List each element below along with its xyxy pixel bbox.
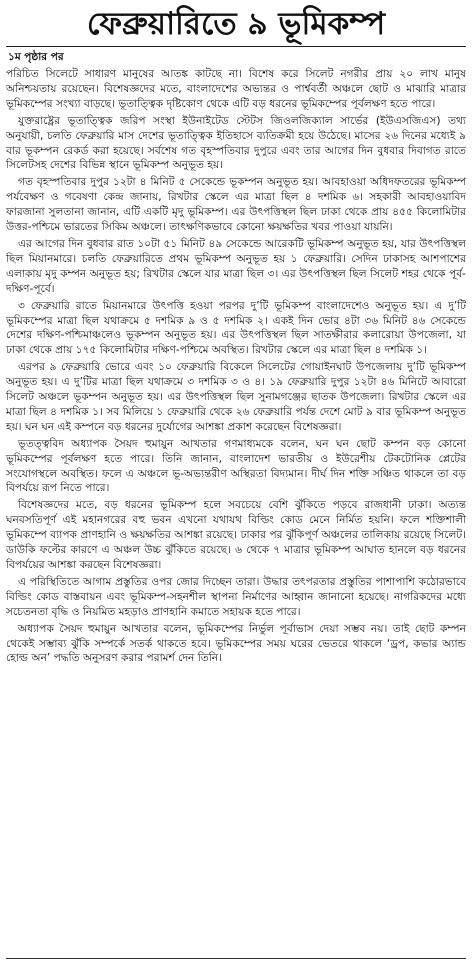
article-paragraph: ভূতত্ত্ববিদ অধ্যাপক সৈয়দ হুমায়ুন আখতার গণমাধ্যমকে বলেন, ঘন ঘন ছোট কম্পন বড় কোনো ভূমিকম্পের পূর্বলক্ষণ হতে পারে। তিনি জানান, বাংলাদেশ ভারতীয় ও ইউরেশীয় টেকটোনিক প্লেটের সংযোগস্থলে অবস্থিত। ফলে এ অঞ্চলে ভূ-অভ্যন্তরীণ অস্থিরতা বিদ্যমান। দীর্ঘ দিন শক্তি সঞ্চিত থাকলে তা বড় বিপর্যয়ে রূপ নিতে পারে। <box>6 437 466 495</box>
article-paragraph: গত বৃহস্পতিবার দুপুর ১২টা ৪ মিনিট ৫ সেকেন্ডে ভূকম্পন অনুভূত হয়। আবহাওয়া অধিদফতরের ভূমিকম্প পর্যবেক্ষণ ও গবেষণা কেন্দ্র জানায়, রিখটার স্কেলে এর মাত্রা ছিল ৪ দশমিক ৬। সহকারী আবহাওয়াবিদ ফারজানা সুলতানা জানান, এটি একটি মৃদু ভূমিকম্প। এর উৎপত্তিস্থল ছিল ঢাকা থেকে প্রায় ৪৫৫ কিলোমিটার উত্তর-পশ্চিমে ভারতের সিকিম অঞ্চলে। তাৎক্ষণিকভাবে কোনো ক্ষয়ক্ষতির খবর পাওয়া যায়নি। <box>6 176 466 234</box>
article-headline: ফেব্রুয়ারিতে ৯ ভূমিকম্প <box>86 6 386 42</box>
headline-divider <box>6 46 466 47</box>
article-paragraph: এ পরিস্থিতিতে আগাম প্রস্তুতির ওপর জোর দিচ্ছেন তারা। উদ্ধার তৎপরতার প্রস্তুতির পাশাপাশি কঠোরভাবে বিল্ডিং কোড বাস্তবায়ন এবং ভূমিকম্প-সহনশীল স্থাপনা নির্মাণের আহ্বান জানানো হয়েছে। নাগরিকদের মধ্যে সচেতনতা বৃদ্ধি ও নিয়মিত মহড়াও প্রাণহানি কমাতে সহায়ক হতে পারে। <box>6 575 466 618</box>
article-paragraph: অধ্যাপক সৈয়দ হুমায়ুন আখতার বলেন, ভূমিকম্পের নির্ভুল পূর্বাভাস দেয়া সম্ভব নয়। তাই ছোট কম্পন থেকেই সম্ভাব্য ঝুঁকি সম্পর্কে সতর্ক থাকতে হবে। ভূমিকম্পের সময় ঘরের ভেতরে থাকলে ‘ড্রপ, কভার অ্যান্ড হোল্ড অন’ পদ্ধতি অনুসরণ করার পরামর্শ দেন তিনি। <box>6 622 466 665</box>
continued-from-label: ১ম পৃষ্ঠার পর <box>8 51 64 63</box>
article-paragraph: এর আগের দিন বুধবার রাত ১০টা ৫১ মিনিট ৪৯ সেকেন্ডে আরেকটি ভূমিকম্প অনুভূত হয়, যার উৎপত্তিস্থল ছিল মিয়ানমারে। চলতি ফেব্রুয়ারিতে প্রথম ভূমিকম্প অনুভূত হয় ১ ফেব্রুয়ারি। সেদিন ঢাকাসহ আশপাশের এলাকায় মৃদু কম্পন অনুভূত হয়; রিখটার স্কেলে যার মাত্রা ছিল ৩। এর উৎপত্তিস্থল ছিল সিলেট শহর থেকে পূর্ব-দক্ষিণ-পূর্বে। <box>6 237 466 295</box>
article-paragraph: এরপর ৯ ফেব্রুয়ারি ভোরে এবং ১০ ফেব্রুয়ারি বিকেলে সিলেটের গোয়াইনঘাট উপজেলায় দু’টি ভূমিকম্প অনুভূত হয়। এ দু’টির মাত্রা ছিল যথাক্রমে ৩ দশমিক ৩ ও ৪। ১৯ ফেব্রুয়ারি দুপুর ১২টা ৪৬ মিনিটে আবারো সিলেট অঞ্চলে ভূকম্পন অনুভূত হয়। এর উৎপত্তিস্থল ছিল সুনামগঞ্জের ছাতক উপজেলা। রিখটার স্কেলে এর মাত্রা ছিল ৪ দশমিক ১। সব মিলিয়ে ১ ফেব্রুয়ারি থেকে ২৬ ফেব্রুয়ারি পর্যন্ত দেশে মোট ৯ বার ভূমিকম্প অনুভূত হয়। ঘন ঘন এই কম্পনে বড় ধরনের দুর্যোগের আশঙ্কা প্রকাশ করেছেন বিশেষজ্ঞরা। <box>6 361 466 433</box>
article-body <box>6 67 466 666</box>
article-paragraph: ৩ ফেব্রুয়ারি রাতে মিয়ানমারে উৎপত্তি হওয়া পরপর দু’টি ভূমিকম্প বাংলাদেশেও অনুভূত হয়। এ দু’টি ভূমিকম্পের মাত্রা ছিল যথাক্রমে ৫ দশমিক ৯ ও ৫ দশমিক ২। একই দিন ভোর ৪টা ৩৬ মিনিট ৪৬ সেকেন্ডে দেশের দক্ষিণ-পশ্চিমাঞ্চলেও ভূকম্পন অনুভূত হয়। এর উৎপত্তিস্থল ছিল সাতক্ষীরার কলারোয়া উপজেলা, যা ঢাকা থেকে প্রায় ১৭৫ কিলোমিটার দক্ষিণ-পশ্চিমে অবস্থিত। রিখটার স্কেলে এর মাত্রা ছিল ৪ দশমিক ১। <box>6 299 466 357</box>
article-paragraph: বিশেষজ্ঞদের মতে, বড় ধরনের ভূমিকম্প হলে সবচেয়ে বেশি ঝুঁকিতে পড়বে রাজধানী ঢাকা। অত্যন্ত ঘনবসতিপূর্ণ এই মহানগরের বহু ভবন এখনো যথাযথ বিল্ডিং কোড মেনে নির্মিত হয়নি। ফলে শক্তিশালী ভূমিকম্পে ব্যাপক প্রাণহানি ও ক্ষয়ক্ষতির আশঙ্কা রয়েছে। ঢাকার পর ঝুঁকিপূর্ণ অঞ্চলের তালিকায় রয়েছে সিলেট। ডাউকি ফল্টের কারণে এ অঞ্চল উচ্চ ঝুঁকিতে রয়েছে। ৬ থেকে ৭ মাত্রার ভূমিকম্প আঘাত হানলে বড় ধরনের বিপর্যয়ের আশঙ্কা করছেন বিশেষজ্ঞরা। <box>6 499 466 571</box>
article-paragraph: যুক্তরাষ্ট্রের ভূতাত্ত্বিক জরিপ সংস্থা ইউনাইটেড স্টেটস জিওলজিক্যাল সার্ভের (ইউএসজিএস) তথ্য অনুযায়ী, চলতি ফেব্রুয়ারি মাস দেশের ভূতাত্ত্বিক ইতিহাসে ব্যতিক্রমী হয়ে উঠেছে। মাসের ২৬ দিনের মধ্যেই ৯ বার ভূকম্পন রেকর্ড করা হয়েছে। সর্বশেষ গত বৃহস্পতিবার দুপুরে এবং তার আগের দিন বুধবার দিবাগত রাতে সিলেটসহ দেশের বিভিন্ন স্থানে ভূমিকম্প অনুভূত হয়। <box>6 114 466 172</box>
newspaper-clipping <box>0 4 472 963</box>
article-paragraph: পরিচিত সিলেটে সাধারণ মানুষের আতঙ্ক কাটছে না। বিশেষ করে সিলেট নগরীর প্রায় ২০ লাখ মানুষ অনিশ্চয়তায় রয়েছেন। বিশেষজ্ঞদের মতে, বাংলাদেশের অভ্যন্তর ও পার্শ্ববর্তী অঞ্চলে ছোট ও মাঝারি মাত্রার ভূমিকম্পের সংখ্যা বাড়ছে। ভূতাত্ত্বিক দৃষ্টিকোণ থেকে এটি বড় ধরনের ভূমিকম্পের পূর্বলক্ষণ হতে পারে। <box>6 68 466 110</box>
